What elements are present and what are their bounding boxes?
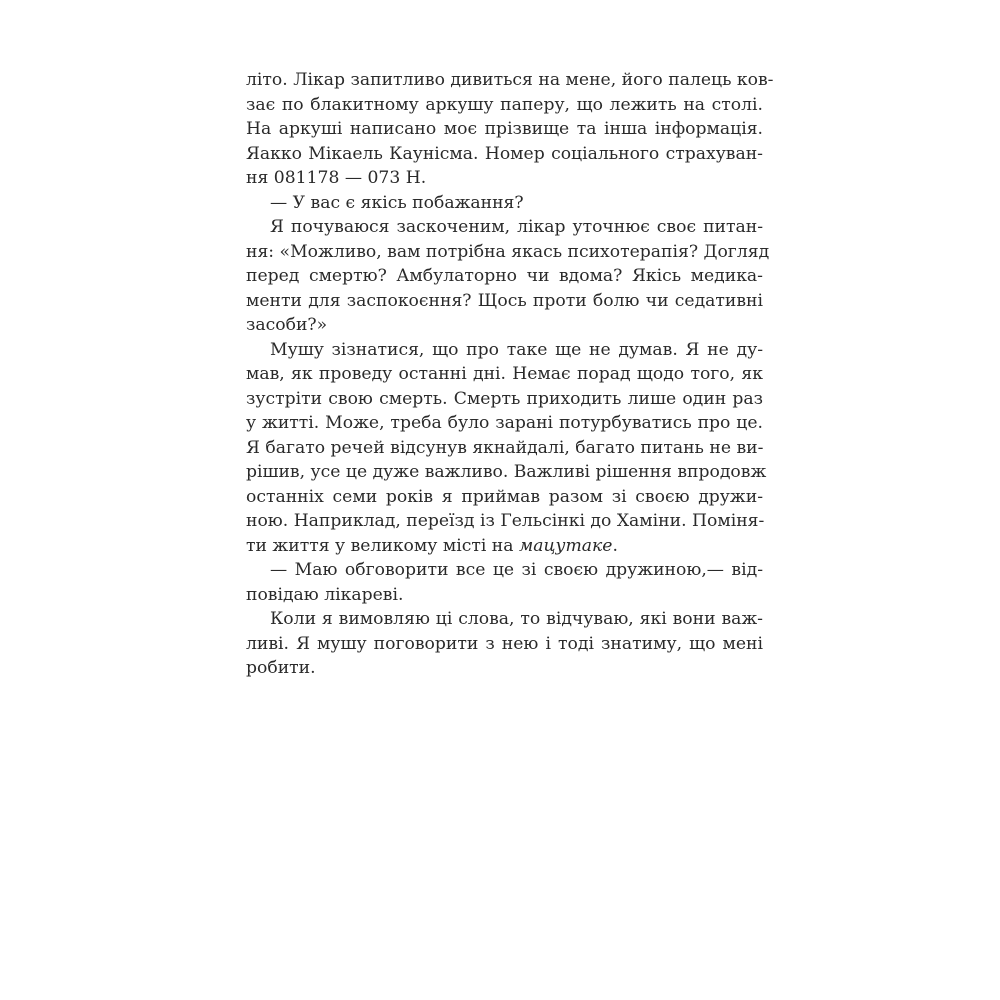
- text-line: літо. Лікар запитливо дивиться на мене, його палець ков-: [246, 70, 774, 90]
- text-line: зає по блакитному аркушу паперу, що лежить на столі.: [246, 94, 763, 115]
- text-line: На аркуші написано моє прізвище та інша інформація.: [246, 119, 763, 139]
- text-line: останніх семи років я приймав разом зі своєю дружи-: [246, 486, 763, 507]
- italic-word: мацутаке: [518, 535, 613, 556]
- text-line: перед смертю? Амбулаторно чи вдома? Якісь медика-: [246, 266, 763, 286]
- text-line: Мушу зізнатися, що про таке ще не думав. Я не ду-: [270, 339, 763, 360]
- body-text: [246, 68, 774, 681]
- text-line: — Маю обговорити все це зі своєю дружиною,— від-: [270, 560, 763, 580]
- text-line: ною. Наприклад, переїзд із Гельсінкі до Хаміни. Поміня-: [246, 511, 765, 531]
- text-line: у житті. Може, треба було зарані потурбуватись про це.: [246, 413, 763, 433]
- text-line: менти для заспокоєння? Щось проти болю чи седативні: [246, 290, 763, 311]
- text-line: зустріти свою смерть. Смерть приходить лише один раз: [246, 388, 763, 409]
- text-line: Я багато речей відсунув якнайдалі, багато питань не ви-: [246, 437, 764, 458]
- text-line: Я почуваюся заскоченим, лікар уточнює своє питан-: [270, 217, 763, 237]
- text-line: робити.: [246, 658, 316, 678]
- text-segment: ти життя у великому місті на: [246, 535, 514, 556]
- text-line: засоби?»: [246, 315, 328, 335]
- text-line: ня 081178 — 073 H.: [246, 168, 427, 188]
- text-line: повідаю лікареві.: [246, 584, 404, 605]
- text-line: Яакко Мікаель Каунісма. Номер соціального страхуван-: [246, 143, 763, 164]
- text-line: мав, як проведу останні дні. Немає порад щодо того, як: [246, 364, 763, 384]
- text-segment-end: .: [612, 535, 618, 556]
- text-line: — У вас є якісь побажання?: [270, 192, 524, 213]
- text-line: ня: «Можливо, вам потрібна якась психотерапія? Догляд: [246, 241, 770, 262]
- text-line: [246, 534, 763, 559]
- text-line: Коли я вимовляю ці слова, то відчуваю, які вони важ-: [270, 609, 763, 629]
- text-line: ливі. Я мушу поговорити з нею і тоді знатиму, що мені: [246, 633, 763, 654]
- text-line: рішив, усе це дуже важливо. Важливі рішення впродовж: [246, 462, 767, 482]
